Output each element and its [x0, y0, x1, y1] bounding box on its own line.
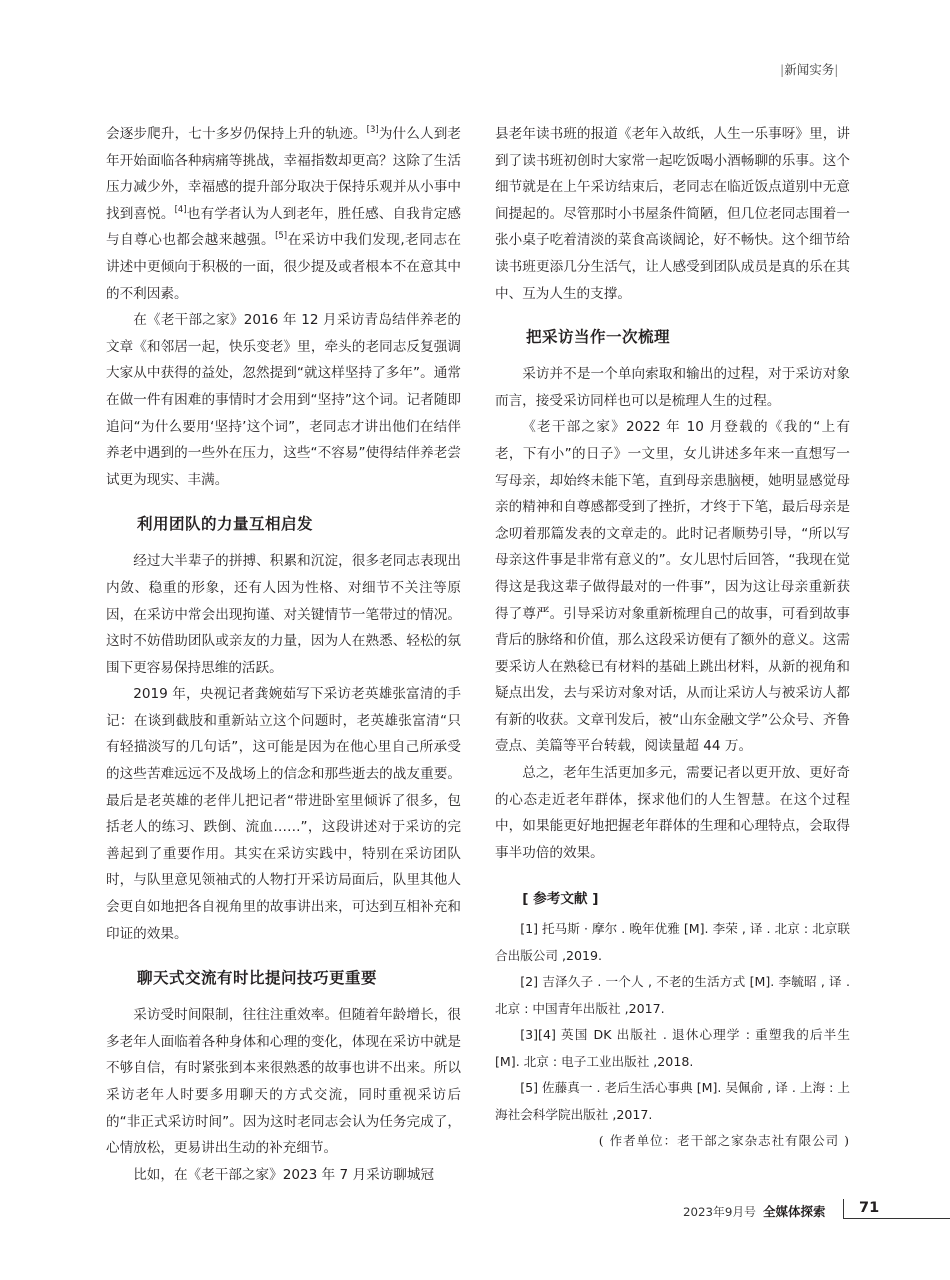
footer-divider-horizontal — [844, 1218, 950, 1219]
section-tag-bar-left: | — [780, 62, 785, 77]
left-paragraph-6: 比如，在《老干部之家》2023 年 7 月采访聊城冠 — [133, 1166, 435, 1183]
author-affiliation: ( 作者单位：老干部之家杂志社有限公司 ) — [598, 1133, 850, 1149]
left-paragraph-3: 经过大半辈子的拼搏、积累和沉淀，很多老同志表现出内敛、稳重的形象，还有人因为性格、对细节不关注等原因，在采访中常会出现拘谨、对关键情节一笔带过的情况。这时不妨借助团队或亲友的力量，因为人在熟悉、轻松的氛围下更容易保持思维的活跃。 — [106, 553, 461, 676]
page-footer — [683, 1199, 878, 1221]
left-p1-text-c: 也有学者认为人到老年，胜任感、自我肯定感与自尊心也都会越来越强。 — [106, 205, 462, 249]
right-paragraph-2: 采访并不是一个单向索取和输出的过程，对于采访对象而言，接受采访同样也可以是梳理人生的过程。 — [495, 366, 850, 409]
left-paragraph-2: 在《老干部之家》2016 年 12 月采访青岛结伴养老的文章《和邻居一起，快乐变老》里，牵头的老同志反复强调大家从中获得的益处，忽然提到“就这样坚持了多年”。通常在做一件有困难的事情时才会用到“坚持”这个词。记者随即追问“为什么要用‘坚持’这个词”，老同志才讲出他们在结伴养老中遇到的一些外在压力，这些“不容易”使得结伴养老尝试更为现实、丰满。 — [106, 312, 461, 488]
citation-5: [5] — [275, 231, 288, 242]
section-tag — [780, 60, 870, 78]
footer-divider-vertical — [843, 1199, 844, 1219]
section-tag-bar-right: | — [834, 62, 839, 77]
reference-item: [2] 吉泽久子 . 一个人 , 不老的生活方式 [M]. 李毓昭 , 译 . 北京 : 中国青年出版社 ,2017. — [495, 974, 850, 1016]
issue-date: 2023年9月号 — [683, 1205, 756, 1219]
reference-item: [3][4] 英国 DK 出版社 . 退休心理学 : 重塑我的后半生 [M]. 北京 : 电子工业出版社 ,2018. — [495, 1027, 850, 1069]
left-p1-text-d: 在采访中我们发现,老同志在讲述中更倾向于积极的一面，很少提及或者根本不在意其中的不利因素。 — [106, 232, 462, 302]
references-title: [ 参考文献 ] — [522, 891, 599, 908]
right-column — [495, 121, 850, 1154]
right-paragraph-1: 县老年读书班的报道《老年入故纸，人生一乐事呀》里，讲到了读书班初创时大家常一起吃饭喝小酒畅聊的乐事。这个细节就是在上午采访结束后，老同志在临近饭点道别中无意间提起的。尽管那时小书屋条件简陋，但几位老同志围着一张小桌子吃着清淡的菜食高谈阔论，好不畅快。这个细节给读书班更添几分生活气，让人感受到团队成员是真的乐在其中、互为人生的支撑。 — [495, 126, 850, 302]
reference-item: [5] 佐藤真一 . 老后生活心事典 [M]. 吴佩俞 , 译 . 上海 : 上海社会科学院出版社 ,2017. — [495, 1080, 850, 1122]
right-paragraph-3: 《老干部之家》2022 年 10 月登载的《我的“上有老，下有小”的日子》一文里，女儿讲述多年来一直想写一写母亲，却始终未能下笔，直到母亲患脑梗，她明显感觉母亲的精神和自尊感都受到了挫折，才终于下笔，最后母亲是念叨着那篇发表的文章走的。此时记者顺势引导，“所以写母亲这件事是非常有意义的”。女儿思忖后回答，“我现在觉得这是我这辈子做得最对的一件事”，因为这让母亲重新获得了尊严。引导采访对象重新梳理自己的故事，可看到故事背后的脉络和价值，那么这段采访便有了额外的意义。这需要采访人在熟稔已有材料的基础上跳出材料，从新的视角和疑点出发，去与采访对象对话，从而让采访人与被采访人都有新的收获。文章刊发后，被“山东金融文学”公众号、齐鲁壹点、美篇等平台转载，阅读量超 44 万。 — [495, 419, 850, 755]
right-paragraph-4: 总之，老年生活更加多元，需要记者以更开放、更好奇的心态走近老年群体，探求他们的人生智慧。在这个过程中，如果能更好地把握老年群体的生理和心理特点，会取得事半功倍的效果。 — [495, 765, 850, 861]
section-tag-label: 新闻实务 — [784, 62, 835, 77]
left-p1-text-a: 会逐步爬升，七十多岁仍保持上升的轨迹。 — [106, 126, 367, 142]
subheading-chat: 聊天式交流有时比提问技巧更重要 — [137, 968, 378, 988]
reference-item: [1] 托马斯 · 摩尔 . 晚年优雅 [M]. 李荣 , 译 . 北京 : 北京联合出版公司 ,2019. — [495, 921, 850, 963]
left-paragraph-5: 采访受时间限制，往往注重效率。但随着年龄增长，很多老年人面临着各种身体和心理的变化，体现在采访中就是不够自信，有时紧张到本来很熟悉的故事也讲不出来。所以采访老年人时要多用聊天的方式交流，同时重视采访后的“非正式采访时间”。因为这时老同志会认为任务完成了，心情放松，更易讲出生动的补充细节。 — [106, 1007, 461, 1157]
left-paragraph-1 — [106, 121, 461, 307]
magazine-name: 全媒体探索 — [763, 1204, 826, 1219]
citation-4: [4] — [174, 204, 187, 215]
left-column — [106, 121, 461, 1188]
left-p1-text-b: 为什么人到老年开始面临各种病痛等挑战，幸福指数却更高？这除了生活压力减少外，幸福感的提升部分取决于保持乐观并从小事中找到喜悦。 — [106, 126, 462, 222]
subheading-review: 把采访当作一次梳理 — [526, 327, 671, 347]
citation-3: [3] — [366, 125, 379, 135]
left-paragraph-4: 2019 年，央视记者龚婉茹写下采访老英雄张富清的手记：在谈到截肢和重新站立这个问题时，老英雄张富清“只有轻描淡写的几句话”，这可能是因为在他心里自己所承受的这些苦难远远不及战场上的信念和那些逝去的战友重要。最后是老英雄的老伴儿把记者“带进卧室里倾诉了很多，包括老人的练习、跌倒、流血……”，这段讲述对于采访的完善起到了重要作用。其实在采访实践中，特别在采访团队时，与队里意见领袖式的人物打开采访局面后，队里其他人会更自如地把各自视角里的故事讲出来，可达到互相补充和印证的效果。 — [106, 686, 461, 942]
page-number: 71 — [859, 1200, 880, 1216]
subheading-team: 利用团队的力量互相启发 — [137, 514, 314, 534]
